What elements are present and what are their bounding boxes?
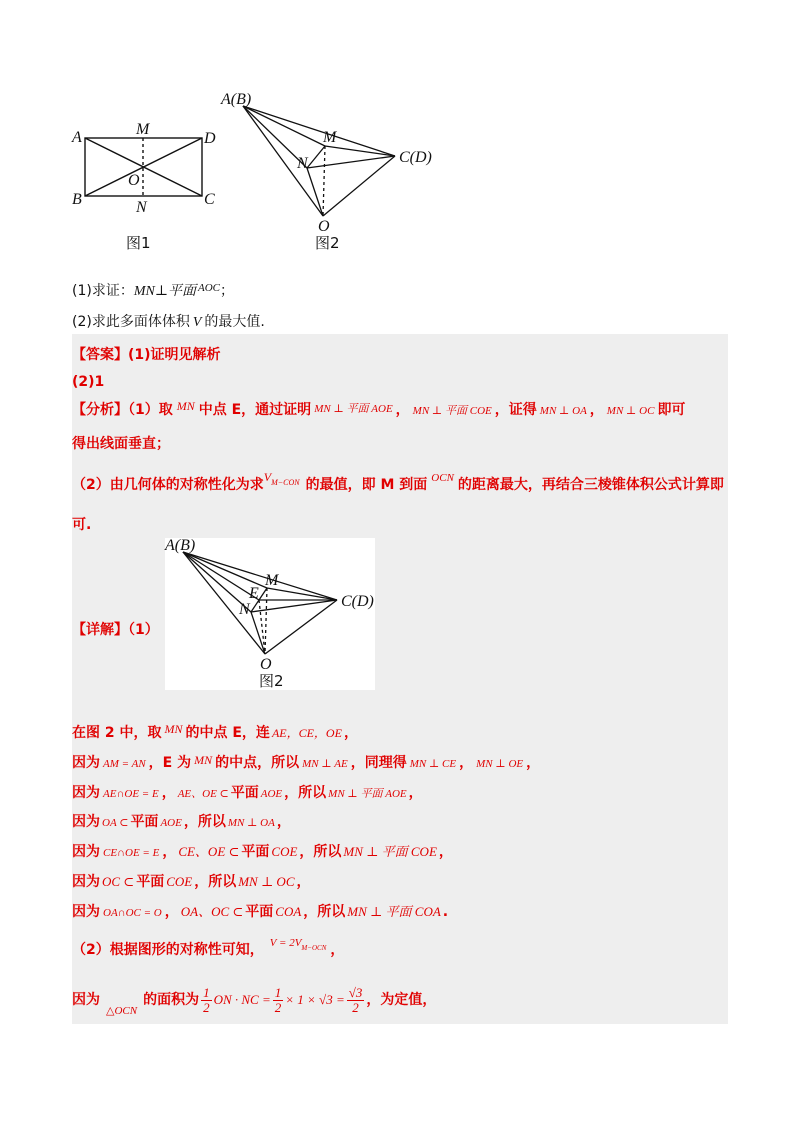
fig1-label-n: N: [136, 199, 147, 216]
detail-line-7: 因为 OA∩OC = O ， OA、OC ⊂ 平面 COA ，所以 MN ⊥ 平面 COA .: [72, 904, 449, 920]
fig1-caption: 图1: [126, 234, 151, 252]
question-1: (1)求证：MN⊥平面 $^{AOC}$；: [72, 282, 235, 299]
question-2: (2)求此多面体体积 V 的最大值.: [72, 314, 265, 330]
fig1-label-d: D: [204, 130, 216, 147]
detail-line-4: 因为 OA ⊂ 平面 AOE ，所以 MN ⊥ OA ，: [72, 814, 291, 830]
detail-line-1: 在图 2 中，取 MN 的中点 E，连 AE，CE，OE ，: [72, 722, 358, 741]
fig2-caption: 图2: [315, 234, 340, 252]
detail-line-2: 因为 AM = AN ，E 为 MN 的中点，所以 MN ⊥ AE ，同理得 MN ⊥ CE ， MN ⊥ OE ，: [72, 753, 541, 771]
fig3-label-n: N: [239, 601, 250, 618]
fig2-label-ab: A(B): [221, 91, 252, 108]
analysis-line-2: 得出线面垂直；: [72, 436, 170, 452]
fig2-label-cd: C(D): [399, 149, 432, 166]
fig1-label-m: M: [136, 121, 150, 138]
fig1-label-b: B: [72, 191, 82, 208]
fig3-label-ab: A(B): [165, 537, 196, 554]
detail-line-9: 因为$_{\triangle OCN}$的面积为 $\frac{1}{2}$ ON · NC = $\frac{1}{2}$ × 1 × √3 = $\frac{√3}{2}$ ，为定值，: [72, 985, 437, 1018]
figure-3: [165, 538, 375, 690]
detail-line-8: （2）根据图形的对称性可知， $^{V = 2VM-OCN}$ ，: [72, 937, 345, 958]
fig3-label-cd: C(D): [341, 593, 374, 610]
detail-line-5: 因为 CE∩OE = E ， CE、OE ⊂ 平面 COE ，所以 MN ⊥ 平面 COE ，: [72, 844, 453, 860]
fig1-label-o: O: [128, 172, 140, 189]
fig2-label-o: O: [318, 218, 330, 235]
fig1-label-a: A: [72, 129, 82, 146]
detail-line-3: 因为 AE∩OE = E ， AE、OE ⊂ 平面 AOE ，所以 MN ⊥ 平面 AOE ，: [72, 785, 423, 801]
fig3-label-e: E: [249, 585, 259, 602]
analysis-line-1: 【分析】（1）取 MN 中点 E，通过证明 MN ⊥ 平面 AOE ， MN ⊥ 平面 COE ，证得 MN ⊥ OA ， MN ⊥ OC 即可: [72, 399, 686, 418]
fig1-label-c: C: [204, 191, 215, 208]
detail-line-6: 因为 OC ⊂ 平面 COE ，所以 MN ⊥ OC ，: [72, 874, 311, 890]
analysis-line-4: 可.: [72, 517, 92, 533]
fig3-label-m: M: [265, 572, 279, 589]
figure-1: [60, 115, 230, 255]
fig3-label-o: O: [260, 656, 272, 673]
detail-tag: 【详解】（1）: [72, 622, 159, 638]
fig3-caption: 图2: [259, 672, 284, 690]
answer-line-1: 【答案】(1)证明见解析: [72, 347, 221, 363]
fig2-label-n: N: [297, 155, 308, 172]
answer-line-2: (2)1: [72, 374, 105, 390]
fig2-label-m: M: [323, 129, 337, 146]
analysis-line-3: （2）由几何体的对称性化为求$V^{M-CON}$ 的最值，即 M 到面 $^{OCN}$ 的距离最大，再结合三棱锥体积公式计算即: [72, 470, 724, 493]
figure-2: [215, 88, 445, 258]
